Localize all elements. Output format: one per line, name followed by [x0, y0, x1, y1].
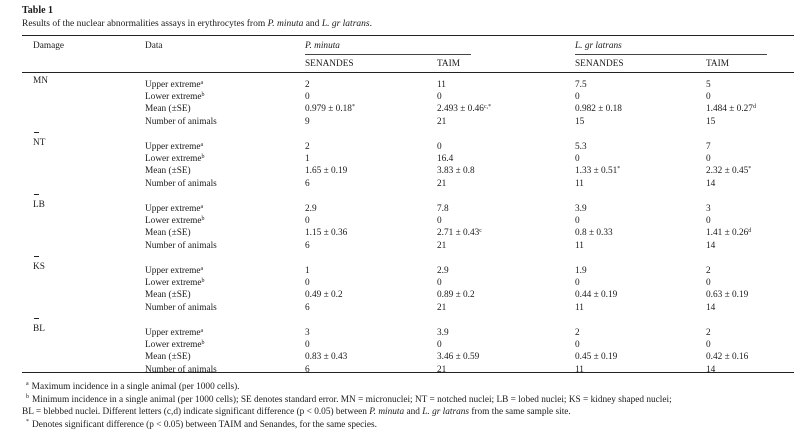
data-cell: 5 [706, 80, 711, 90]
group-separator [34, 318, 39, 319]
row-label: Lower extreme$^b$ [145, 340, 205, 351]
species-name: L. gr latrans [422, 407, 470, 417]
data-cell: 1.65 ± 0.19 [305, 166, 348, 177]
footnote-mark: a [200, 328, 204, 334]
header-bottom-rule [22, 72, 794, 73]
footnote-mark: b [201, 278, 205, 285]
data-cell: 7.8 [437, 204, 449, 214]
significance-mark: c,* [483, 104, 492, 111]
data-cell: 7 [706, 142, 711, 152]
row-label: Lower extreme$^b$ [145, 278, 205, 289]
data-cell: 0.8 ± 0.33 [575, 228, 613, 239]
footnote-a: $^a$ Maximum incidence in a single animal (per 1000 cells). [26, 381, 240, 392]
significance-mark: d [748, 228, 752, 235]
table-label: Table 1 [22, 5, 54, 16]
row-label: Mean (±SE) [145, 352, 191, 363]
data-cell: 6 [305, 178, 310, 189]
data-cell: 3.9 [437, 328, 449, 338]
data-cell: 0 [437, 92, 442, 103]
species-name: P. minuta [369, 407, 405, 417]
species-name: P. minuta [267, 19, 304, 29]
data-cell: 3.83 ± 0.8 [437, 166, 475, 177]
data-cell: 11 [575, 178, 584, 189]
data-cell: 2 [706, 328, 711, 338]
data-cell: 2 [305, 142, 310, 152]
footnote-mark: a [200, 266, 204, 272]
header-species-a-rule [305, 54, 471, 55]
row-label: Upper extreme$^a$ [145, 80, 204, 90]
data-cell: 7.5 [575, 80, 587, 90]
header-site: SENANDES [575, 59, 624, 69]
data-cell: 21 [437, 364, 447, 375]
data-cell: 15 [706, 116, 716, 127]
footnote-b: $^b$ Minimum incidence in a single animal (per 1000 cells); SE denotes standard error. MN = micronuclei; NT = notched nuclei; LB = lobed nuclei; KS = kidney shaped nuclei; [26, 394, 672, 405]
row-label: Mean (±SE) [145, 104, 191, 115]
row-label: Number of animals [145, 302, 217, 313]
data-cell: 2.9 [305, 204, 317, 214]
data-cell: 6 [305, 302, 310, 313]
data-cell: 2 [575, 328, 580, 338]
table-top-rule [22, 35, 794, 36]
data-cell: 0 [706, 278, 711, 289]
row-label: Mean (±SE) [145, 166, 191, 177]
row-label: Number of animals [145, 116, 217, 127]
data-cell: 0.979 ± 0.18* [305, 104, 355, 115]
data-cell: 0 [706, 92, 711, 103]
footnote-mark: b [201, 154, 205, 161]
damage-label: NT [33, 138, 46, 148]
table-title: Results of the nuclear abnormalities assays in erythrocytes from P. minuta and L. gr latrans. [22, 19, 372, 29]
group-separator [34, 132, 39, 133]
data-cell: 3 [305, 328, 310, 338]
data-cell: 1 [305, 154, 310, 165]
row-label: Mean (±SE) [145, 228, 191, 239]
data-cell: 14 [706, 302, 716, 313]
header-data: Data [145, 41, 163, 51]
data-cell: 0.63 ± 0.19 [706, 290, 749, 301]
footnote-mark: a [200, 142, 204, 148]
data-cell: 6 [305, 240, 310, 251]
data-cell: 0 [437, 216, 442, 227]
row-label: Lower extreme$^b$ [145, 92, 205, 103]
header-site: TAIM [437, 59, 461, 69]
footnote-mark: a [200, 80, 204, 86]
data-cell: 0 [305, 340, 310, 351]
footnote-mark: a [200, 204, 204, 210]
species-name: L. gr latrans [321, 19, 370, 29]
damage-label: KS [33, 262, 45, 272]
data-cell: 1.15 ± 0.36 [305, 228, 348, 239]
data-cell: 0.982 ± 0.18 [575, 104, 622, 115]
data-cell: 0 [575, 278, 580, 289]
data-cell: 0 [305, 92, 310, 103]
data-cell: 2.32 ± 0.45* [706, 166, 752, 177]
data-cell: 11 [575, 302, 584, 313]
data-cell: 14 [706, 364, 716, 375]
header-site: SENANDES [305, 59, 354, 69]
data-cell: 0 [575, 340, 580, 351]
data-cell: 11 [575, 240, 584, 251]
row-label: Upper extreme$^a$ [145, 204, 204, 214]
data-cell: 6 [305, 364, 310, 375]
data-cell: 0.49 ± 0.2 [305, 290, 343, 301]
damage-label: LB [33, 200, 45, 210]
data-cell: 16.4 [437, 154, 454, 165]
data-cell: 2.71 ± 0.43$^c$ [437, 228, 482, 239]
footnote-star: * Denotes significant difference (p < 0.05) between TAIM and Senandes, for the same species. [26, 419, 377, 430]
header-species-a: P. minuta [305, 41, 340, 51]
data-cell: 0 [305, 216, 310, 227]
significance-mark: d [752, 104, 756, 111]
data-cell: 3.46 ± 0.59 [437, 352, 480, 363]
data-cell: 21 [437, 116, 447, 127]
data-cell: 11 [575, 364, 584, 375]
data-cell: 0 [305, 278, 310, 289]
significance-mark: * [617, 166, 621, 173]
header-species-b: L. gr latrans [575, 41, 622, 51]
data-cell: 14 [706, 178, 716, 189]
data-cell: 0.42 ± 0.16 [706, 352, 749, 363]
data-cell: 0 [706, 340, 711, 351]
row-label: Number of animals [145, 240, 217, 251]
data-cell: 0.89 ± 0.2 [437, 290, 475, 301]
data-cell: 1 [305, 266, 310, 276]
table-caption [22, 5, 372, 30]
data-cell: 1.484 ± 0.27$^d$ [706, 104, 756, 115]
data-cell: 1.33 ± 0.51* [575, 166, 621, 177]
data-cell: 21 [437, 178, 447, 189]
header-species-b-rule [575, 54, 767, 55]
data-cell: 0.83 ± 0.43 [305, 352, 348, 363]
data-cell: 0 [575, 92, 580, 103]
row-label: Number of animals [145, 178, 217, 189]
data-cell: 0.44 ± 0.19 [575, 290, 618, 301]
data-cell: 15 [575, 116, 585, 127]
damage-label: MN [33, 76, 48, 86]
data-cell: 0 [575, 154, 580, 165]
row-label: Upper extreme$^a$ [145, 266, 204, 276]
data-cell: 21 [437, 240, 447, 251]
table-bottom-rule [22, 372, 794, 373]
data-cell: 5.3 [575, 142, 587, 152]
row-label: Lower extreme$^b$ [145, 216, 205, 227]
footnote-mark: b [201, 92, 205, 99]
data-cell: 1.9 [575, 266, 587, 276]
data-cell: 3.9 [575, 204, 587, 214]
row-label: Upper extreme$^a$ [145, 328, 204, 338]
data-cell: 0 [706, 216, 711, 227]
data-cell: 21 [437, 302, 447, 313]
group-separator [34, 256, 39, 257]
group-separator [34, 194, 39, 195]
data-cell: 0 [575, 216, 580, 227]
data-cell: 1.41 ± 0.26$^d$ [706, 228, 752, 239]
footnote-mark: b [201, 216, 205, 223]
data-cell: 14 [706, 240, 716, 251]
data-cell: 2 [305, 80, 310, 90]
data-cell: 9 [305, 116, 310, 127]
significance-mark: c [479, 228, 482, 235]
header-damage: Damage [33, 41, 64, 51]
row-label: Mean (±SE) [145, 290, 191, 301]
footnote-mark: b [201, 340, 205, 347]
data-cell: 0 [437, 340, 442, 351]
data-cell: 0 [437, 142, 442, 152]
row-label: Number of animals [145, 364, 217, 375]
data-cell: 0 [437, 278, 442, 289]
significance-mark: * [351, 104, 355, 111]
header-site: TAIM [706, 59, 730, 69]
data-cell: $2.493 \pm 0.46^{c,*}$ [437, 104, 492, 115]
row-label: Upper extreme$^a$ [145, 142, 204, 152]
data-cell: 0.45 ± 0.19 [575, 352, 618, 363]
data-cell: 3 [706, 204, 711, 214]
data-cell: 2 [706, 266, 711, 276]
damage-label: BL [33, 324, 45, 334]
data-cell: 2.9 [437, 266, 449, 276]
data-cell: 11 [437, 80, 446, 90]
significance-mark: * [748, 166, 752, 173]
footnote-b-cont: BL = blebbed nuclei. Different letters (c,d) indicate significant difference (p < 0.05) between P. minuta and L. gr latrans from the same sample site. [22, 407, 571, 417]
data-cell: 0 [706, 154, 711, 165]
row-label: Lower extreme$^b$ [145, 154, 205, 165]
